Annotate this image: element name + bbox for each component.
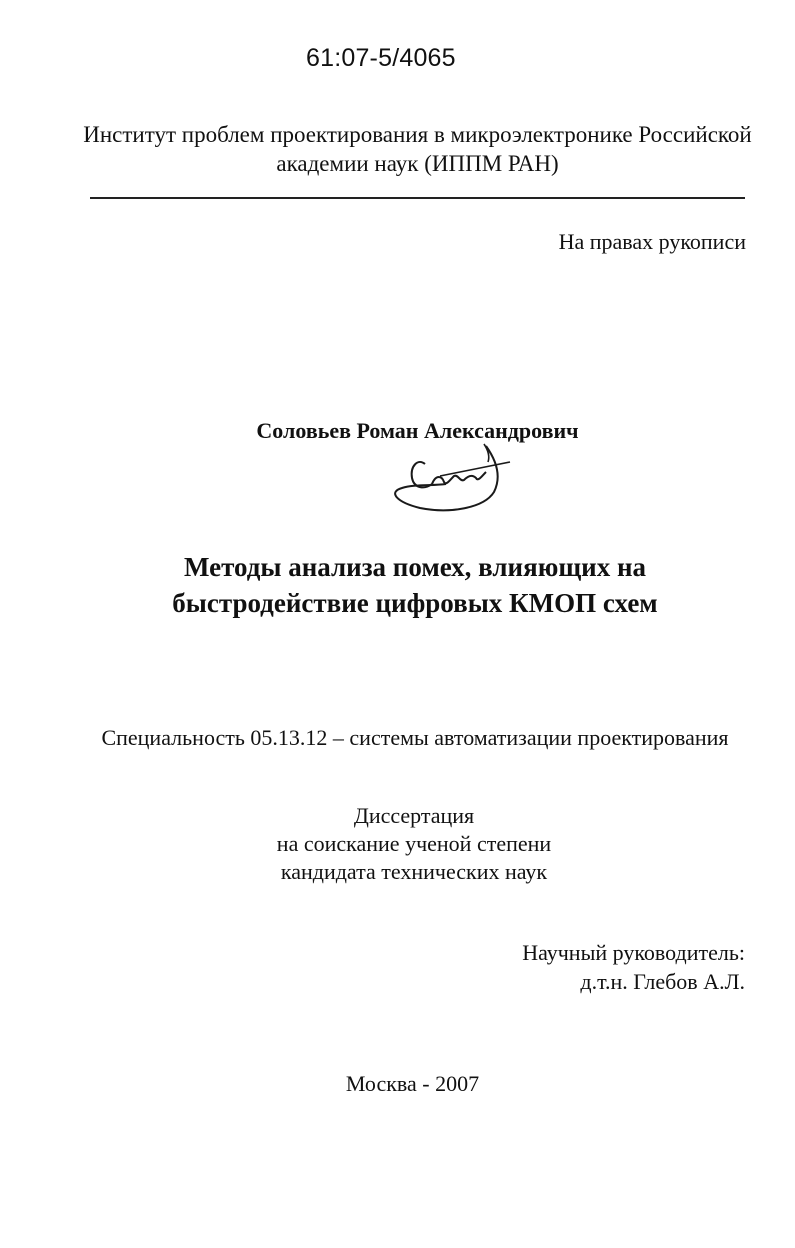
thesis-title bbox=[0, 549, 795, 621]
degree-line-1: Диссертация bbox=[353, 803, 475, 828]
author-name: Соловьев Роман Александрович bbox=[256, 418, 579, 443]
thesis-title-line-2: быстродействие цифровых КМОП схем bbox=[172, 588, 658, 618]
udc-code: 61:07-5/4065 bbox=[306, 44, 456, 72]
signature-stroke-underline bbox=[440, 462, 510, 476]
supervisor-name: д.т.н. Глебов А.Л. bbox=[580, 969, 745, 994]
degree-line-3: кандидата технических наук bbox=[280, 859, 548, 884]
institute-line-1: Институт проблем проектирования в микроэлектронике Российской bbox=[83, 122, 752, 147]
institute-name bbox=[60, 120, 775, 178]
signature-stroke-loop bbox=[412, 462, 432, 487]
supervisor-label: Научный руководитель: bbox=[522, 940, 745, 965]
institute-line-2: академии наук (ИППМ РАН) bbox=[276, 151, 559, 176]
manuscript-rights: На правах рукописи bbox=[558, 229, 746, 254]
signature-stroke-flourish bbox=[395, 446, 498, 510]
signature-stroke-top bbox=[484, 444, 489, 462]
degree-line-2: на соискание ученой степени bbox=[276, 831, 552, 856]
author-signature bbox=[380, 436, 520, 516]
header-divider bbox=[90, 197, 745, 199]
place-and-year: Москва - 2007 bbox=[345, 1071, 480, 1096]
supervisor-block bbox=[522, 938, 745, 996]
specialty: Специальность 05.13.12 – системы автоматизации проектирования bbox=[101, 725, 729, 750]
degree-statement bbox=[0, 802, 795, 886]
thesis-title-line-1: Методы анализа помех, влияющих на bbox=[183, 552, 647, 582]
signature-stroke-letters bbox=[432, 472, 486, 484]
